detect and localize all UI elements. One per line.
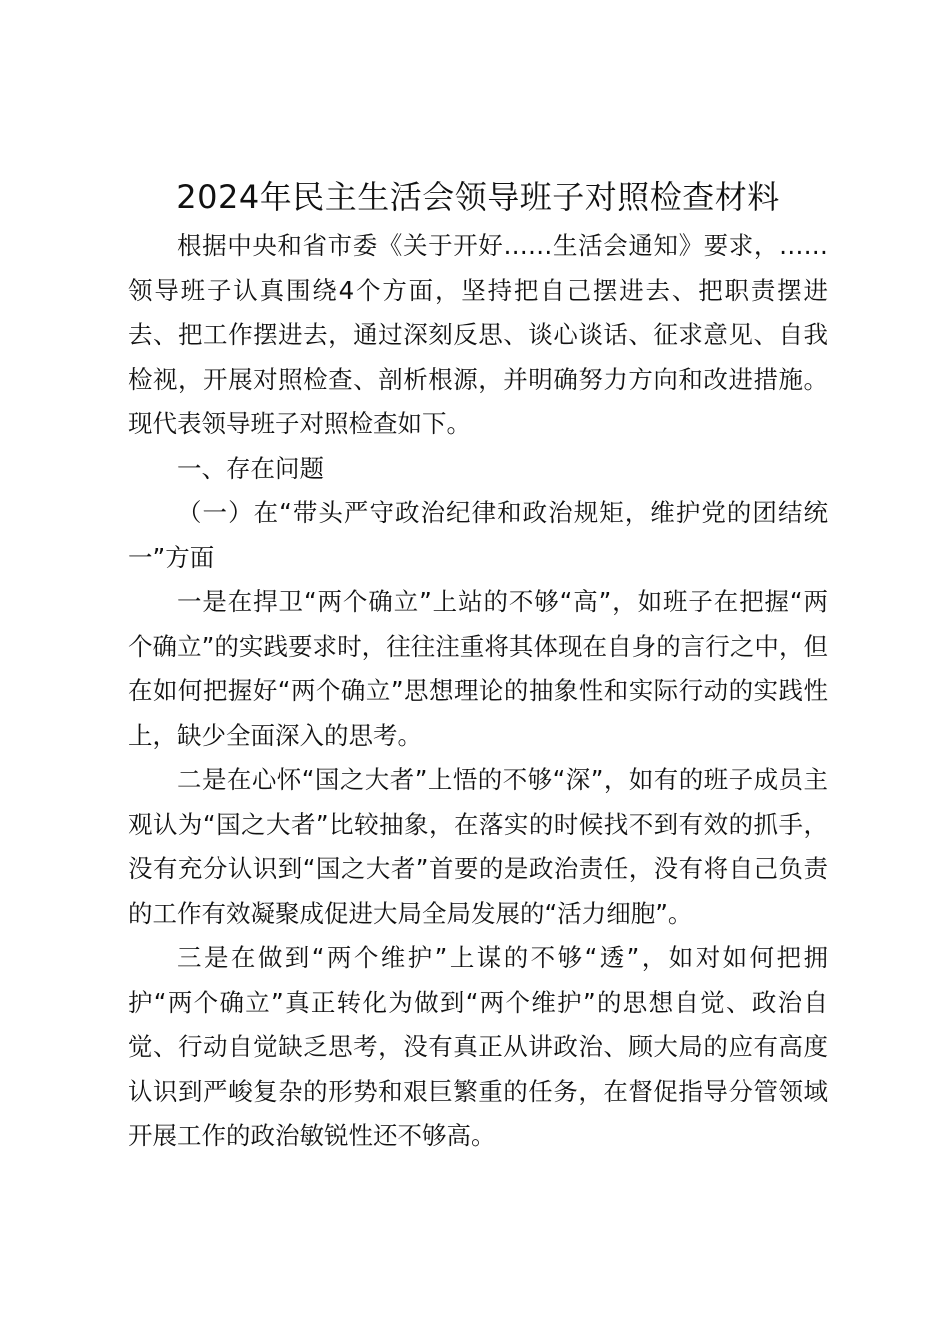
point-two-paragraph: 二是在心怀“国之大者”上悟的不够“深”，如有的班子成员主观认为“国之大者”比较抽象，在落实的时候找不到有效的抓手，没有充分认识到“国之大者”首要的是政治责任，没有将自己负责的工作有效凝聚成促进大局全局发展的“活力细胞”。: [128, 765, 828, 928]
document-title: 2024年民主生活会领导班子对照检查材料: [176, 178, 780, 216]
subsection-heading-discipline: （一）在“带头严守政治纪律和政治规矩，维护党的团结统一”方面: [128, 498, 828, 572]
document-page: [128, 170, 828, 1159]
point-three-paragraph: 三是在做到“两个维护”上谋的不够“透”，如对如何把拥护“两个确立”真正转化为做到“两个维护”的思想自觉、政治自觉、行动自觉缺乏思考，没有真正从讲政治、顾大局的应有高度认识到严峻复杂的形势和艰巨繁重的任务，在督促指导分管领域开展工作的政治敏锐性还不够高。: [128, 943, 828, 1150]
section-heading-problems: 一、存在问题: [177, 453, 324, 483]
point-one-paragraph: 一是在捍卫“两个确立”上站的不够“高”，如班子在把握“两个确立”的实践要求时，往往注重将其体现在自身的言行之中，但在如何把握好“两个确立”思想理论的抽象性和实际行动的实践性上，缺少全面深入的思考。: [128, 587, 828, 750]
intro-paragraph: 根据中央和省市委《关于开好……生活会通知》要求，……领导班子认真围绕4个方面，坚持把自己摆进去、把职责摆进去、把工作摆进去，通过深刻反思、谈心谈话、征求意见、自我检视，开展对照检查、剖析根源，并明确努力方向和改进措施。现代表领导班子对照检查如下。: [128, 231, 828, 438]
